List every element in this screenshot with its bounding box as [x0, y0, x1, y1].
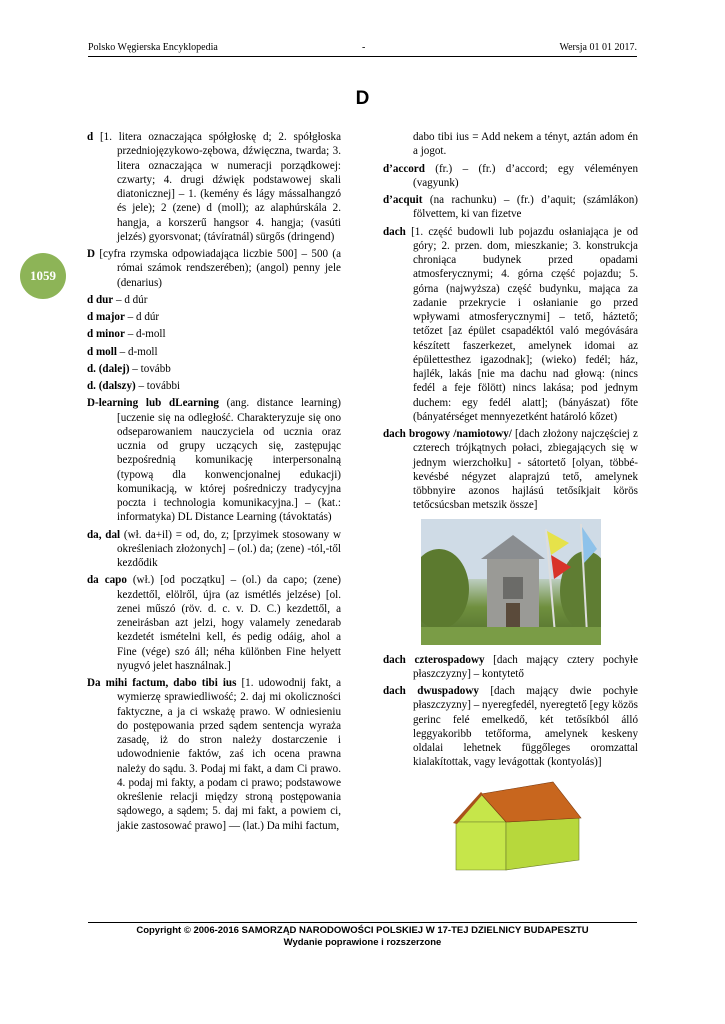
- dictionary-entry: [87, 573, 341, 673]
- header-right: Wersja 01 01 2017.: [559, 42, 637, 53]
- footer-edition: Wydanie poprawione i rozszerzone: [283, 937, 442, 948]
- dictionary-entry: [87, 528, 341, 571]
- entry-definition: [dach mający cztery pochyłe płaszczyzny] – kontytető: [413, 653, 638, 680]
- entry-headword: d’accord: [383, 162, 425, 175]
- dictionary-entry: [87, 676, 341, 833]
- entry-headword: d minor: [87, 328, 125, 341]
- entry-definition: – további: [135, 380, 181, 392]
- right-column: [383, 130, 638, 879]
- entry-headword: d’acquit: [383, 194, 423, 206]
- entry-headword: d major: [87, 311, 125, 323]
- footer-copyright: Copyright © 2006-2016 SAMORZĄD NARODOWOŚCI POLSKIEJ W 17-TEJ DZIELNICY BUDAPESZTU: [136, 925, 589, 936]
- dictionary-entry: [87, 247, 341, 290]
- footer-rule: [88, 922, 637, 923]
- entry-definition: – tovább: [129, 362, 171, 375]
- entry-definition: – d dúr: [124, 311, 160, 323]
- dictionary-entry: [383, 225, 638, 425]
- house-illustration: [453, 780, 583, 875]
- entry-headword: D: [87, 248, 96, 260]
- entry-definition: (wł. da+il) = od, do, z; [przyimek stosowany w określeniach złożonych] – (ol.) da; (zene) -tól,-től kezdődik: [117, 528, 342, 569]
- dictionary-entry: [87, 310, 341, 324]
- dictionary-entry: [383, 653, 638, 682]
- entry-headword: dach: [383, 225, 406, 238]
- entry-headword: dach czterospadowy: [383, 653, 485, 666]
- entry-definition: (ang. distance learning) [uczenie się na odległość. Charakteryzuje się ono odseparowaniem nauczyciela od ucznia oraz ucznia od grupy uczących się, zastępując bezpośrednią komunikację interpersonalną (typową dla konwencjonalnej edukacji) komunikacją, w której pośredniczy tradycyjna poczta i technologia komunikacyjna.] – (kat.: informatyka) DL Distance Learning (távoktatás): [117, 397, 341, 524]
- gable-roof-house-drawing: [453, 780, 638, 879]
- entry-headword: d: [87, 131, 94, 143]
- dictionary-entry: [383, 193, 638, 222]
- entry-headword: d. (dalej): [87, 362, 130, 375]
- header-rule: [88, 56, 637, 57]
- dictionary-entry: [383, 684, 638, 770]
- photo-illustration: [421, 519, 601, 645]
- entry-definition: [1. litera oznaczająca spółgłoskę d; 2. spółgłoska przedniojęzykowo-zębowa, dźwięczna, twarda; 3. litera oznaczająca w numeracji porządkowej: czwarty; 4. drugi dźwięk podstawowej skali diatonicznej] – 1. (kemény és lágy mássalhangzó és jele); 2 (zene) d (moll); az alaphúrskála 2. hangja, a korszerű hangsor 4. hangja; (vasúti jelzés) gyorsvonat; (távíratnál) sürgős (dringend): [93, 131, 341, 243]
- dictionary-entry: [87, 345, 341, 359]
- section-letter: D: [355, 88, 370, 109]
- page-number-badge: 1059: [20, 253, 66, 299]
- dictionary-entry: [87, 379, 341, 393]
- right-column-entries: [383, 130, 638, 513]
- entry-definition: [dach złożony najczęściej z czterech trójkątnych połaci, zbiegających się w jednym wierzchołku] - sátortető [olyan, többé-kevésbé négyzet alaprajzú tető, amelynek többnyire azonos hajlású tetősíkjait körös tetőcsúcsban metszik össze]: [413, 428, 638, 512]
- entry-definition: (na rachunku) – (fr.) d’aquit; (számlákon) fölvettem, ki van fizetve: [413, 194, 638, 221]
- entry-headword: dach brogowy /namiotowy/: [383, 428, 512, 440]
- entry-headword: d dur: [87, 293, 114, 306]
- dictionary-entry: [383, 162, 638, 191]
- dictionary-entry: [87, 362, 341, 376]
- dictionary-entry: [87, 293, 341, 307]
- dictionary-entry: [87, 130, 341, 244]
- dictionary-entry: [383, 130, 638, 159]
- page-header: [88, 42, 637, 56]
- entry-headword: d moll: [87, 345, 117, 358]
- entry-definition: – d-moll: [116, 345, 158, 358]
- left-column: [87, 130, 341, 836]
- entry-definition: [1. część budowli lub pojazdu osłaniająca je od góry; 2. przen. dom, mieszkanie; 3. konstrukcja chroniąca budynek przed opadami atmosferycznymi; 4. górna część pojazdu; 5. górna (najwyższa) część budynku, mająca za zadanie przekrycie i osłanianie go przed wpływami atmosferycznymi] – tető, háztető; tetőzet [az épület csapadéktól való megóvására készített faszerkezet, amelynek idomai az épülettesthez igazodnak]; (wieko) fedél; ház, hajlék, lakás [nie ma dachu nad głową: (nincs fedél a feje fölött) nincs lakása; pod jednym duchem: egy fedél alatt]; (bányászat) főte (bányatérséget mennyezetként határoló kőzet): [405, 225, 638, 423]
- entry-definition: – d-moll: [124, 328, 166, 341]
- entry-definition: [cyfra rzymska odpowiadająca liczbie 500] – 500 (a római számok rendszerében); (angol) penny jele (denarius): [95, 248, 341, 289]
- entry-definition: (wł.) [od początku] – (ol.) da capo; (zene) kezdettől, elölről, újra (az ismétlés jelzése) [ol. zenei műszó (röv. d. c. v. D. C.) kezdettől, a zeneirásban azt jelzi, hogy valamely zenedarab kezdetét ismételni kell, és pedig odáig, ahol a Fine (vége) szó áll; néha különben Fine helyett nyugvó jelet használnak.]: [117, 574, 341, 672]
- entry-headword: D-learning lub dLearning: [87, 397, 219, 410]
- entry-headword: da capo: [87, 574, 127, 587]
- page-footer: [0, 925, 725, 949]
- entry-definition: [1. udowodnij fakt, a wymierzę sprawiedliwość; 2. daj mi okoliczności faktyczne, a ja ci wskażę prawo. W odniesieniu do postępowania przed sądem sentencja wyraża zasadę, iż do stron należy dostarczenie i udowodnienie faktów, zaś ich ocena prawna należy do sądu. 3. Podaj mi fakt, a dam Ci prawo. 4. podaj mi fakty, a podam ci prawo; podstawowe określenie relacji między stroną postępowania sądowego, a sądem; 5. daj mi fakt, a powiem ci, jakie zastosować prawo] — (lat.) Da mihi factum,: [117, 677, 342, 832]
- entry-headword: Da mihi factum, dabo tibi ius: [87, 677, 237, 689]
- entry-definition: dabo tibi ius = Add nekem a tényt, aztán adom én a jogot.: [413, 131, 638, 158]
- entry-definition: [dach mający dwie pochyłe płaszczyzny] – nyeregfedél, nyeregtető [egy közös gerinc felé emelkedő, két tetősíkból álló leggyakoribb tetőforma, amelynek keskeny oldalai lehetnek függőleges oromzattal kialakítottak, vagy levágottak (kontyolás)]: [413, 685, 638, 769]
- entry-headword: da, dal: [87, 528, 121, 541]
- header-center: -: [362, 42, 366, 53]
- entry-headword: d. (dalszy): [87, 380, 136, 392]
- header-left: Polsko Węgierska Encyklopedia: [88, 42, 218, 53]
- wooden-tower-photo: [421, 519, 601, 645]
- dictionary-entry: [87, 327, 341, 341]
- entry-headword: dach dwuspadowy: [383, 685, 479, 697]
- dictionary-entry: [383, 427, 638, 513]
- dictionary-entry: [87, 396, 341, 524]
- entry-definition: – d dúr: [113, 293, 148, 306]
- right-column-entries-after-photo: [383, 653, 638, 770]
- entry-definition: (fr.) – (fr.) d’accord; egy véleményen (vagyunk): [413, 162, 638, 189]
